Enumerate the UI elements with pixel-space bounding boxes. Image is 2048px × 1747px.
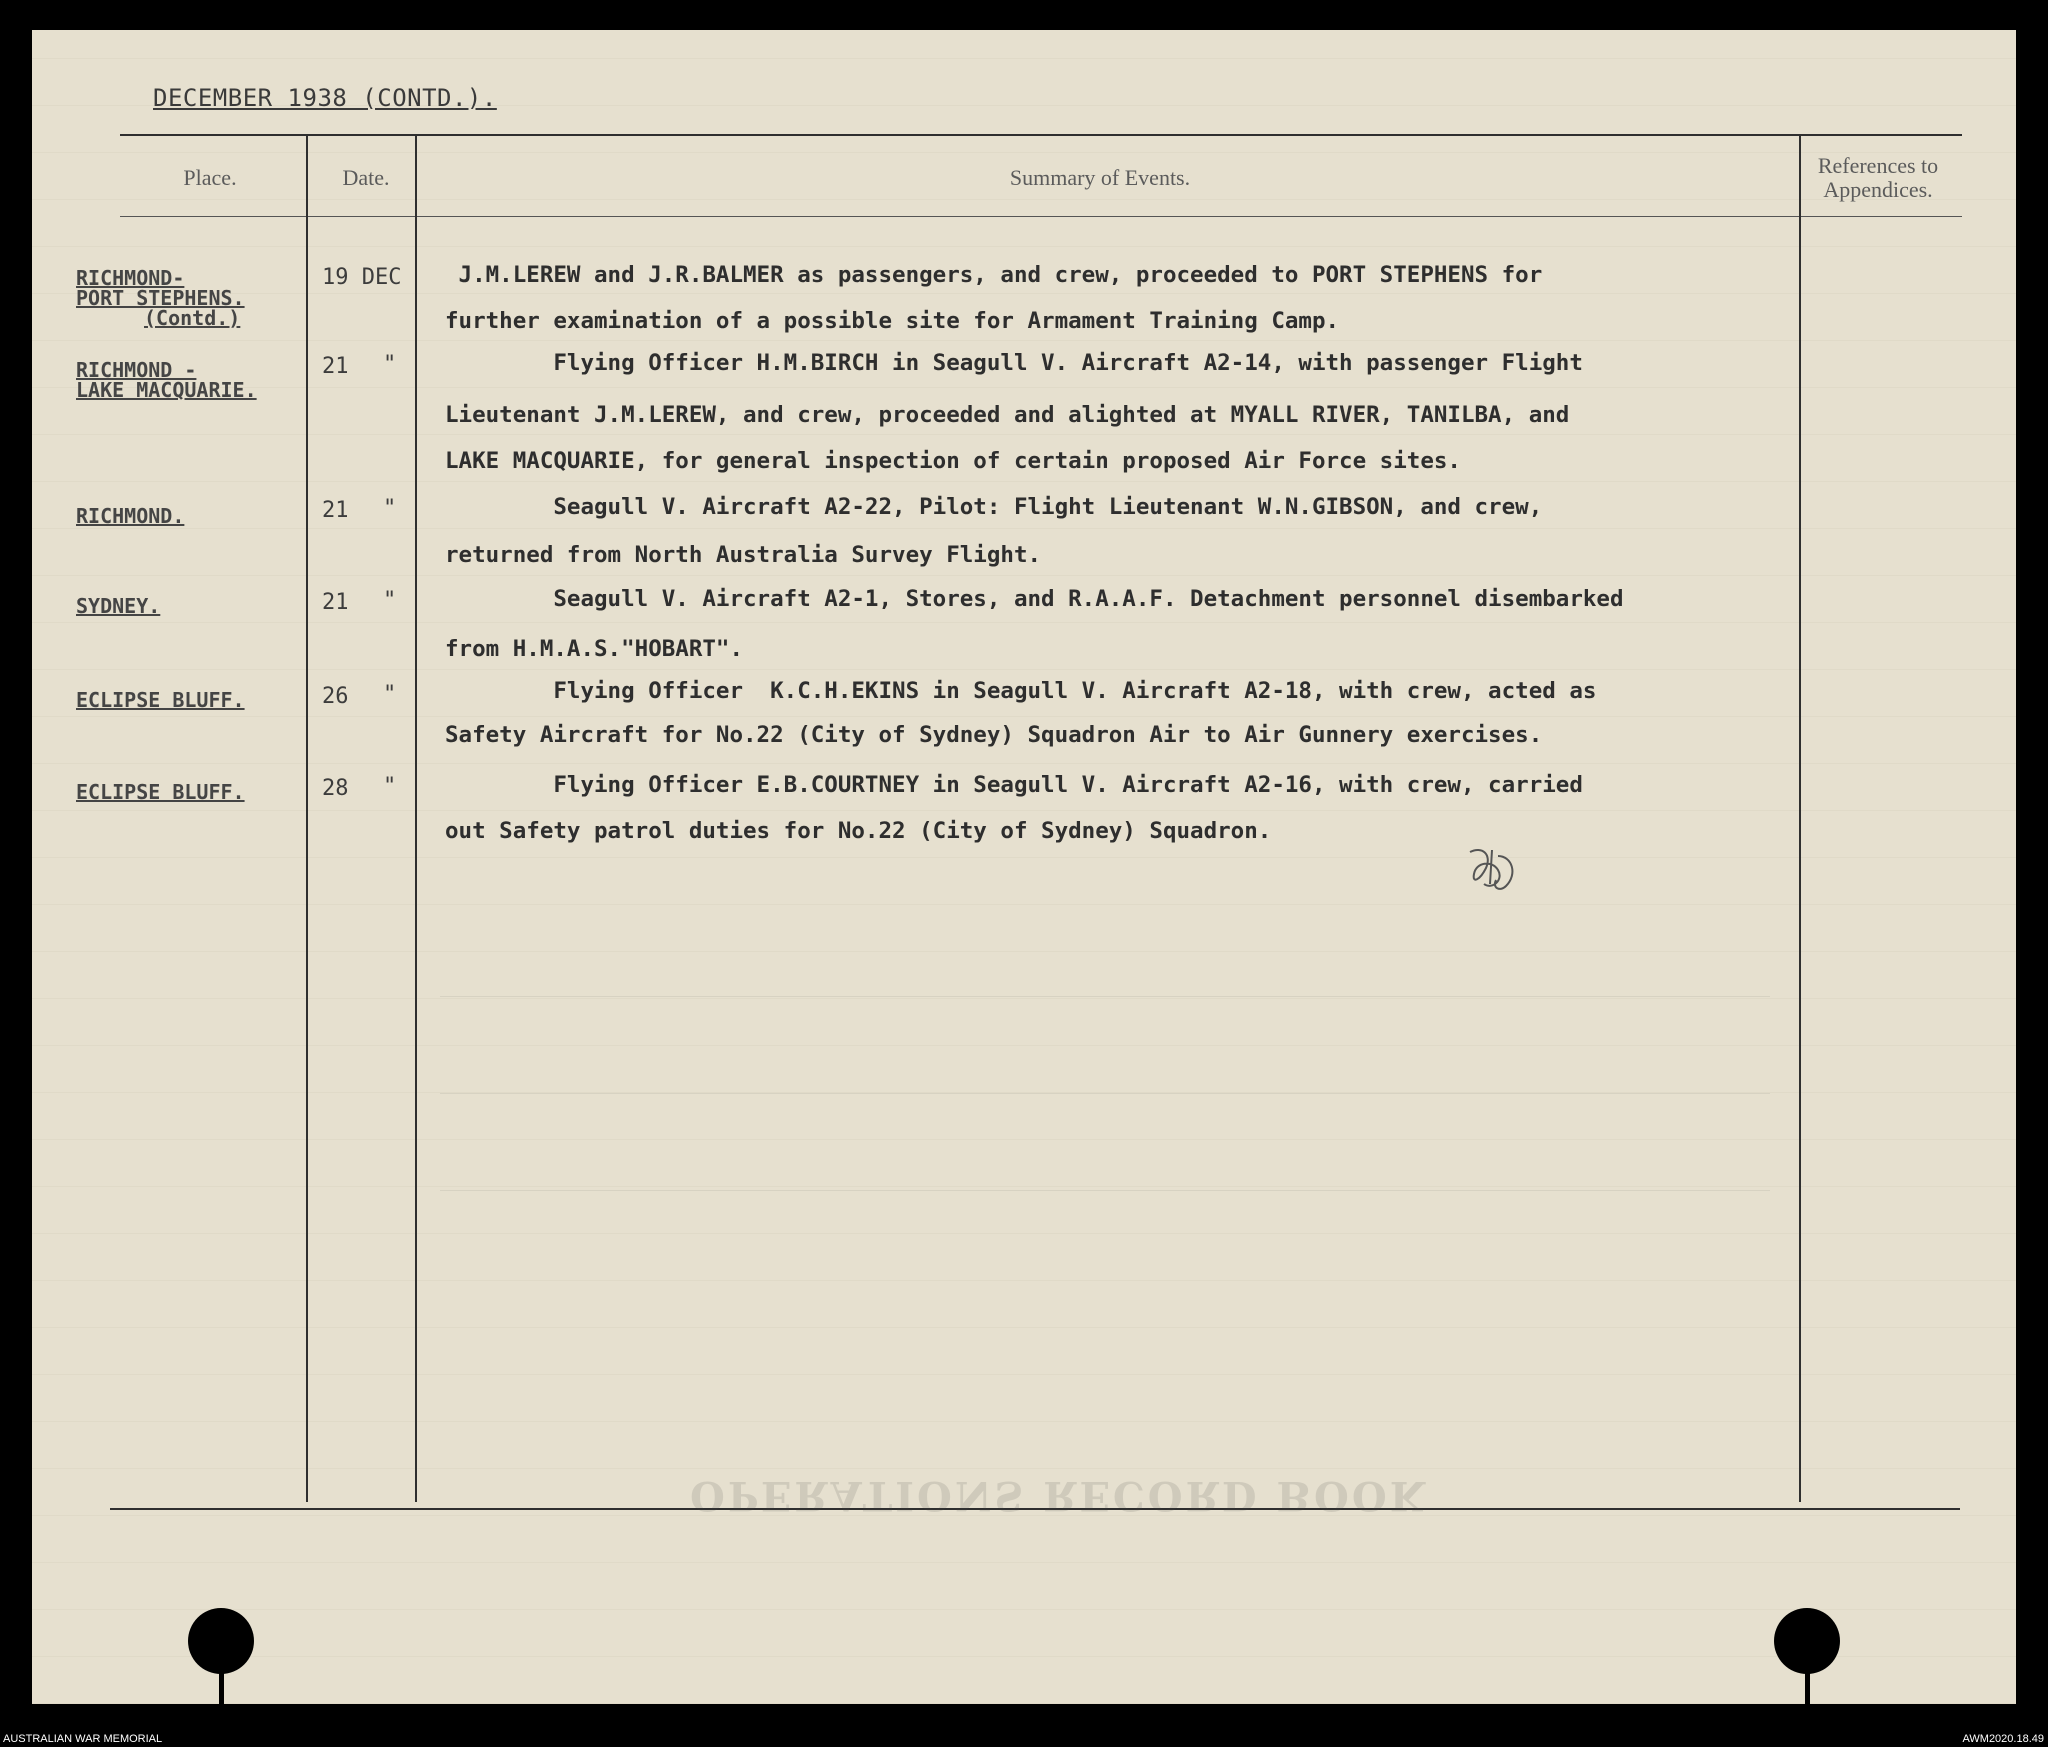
place-entry: ECLIPSE BLUFF. (76, 688, 245, 712)
date-entry: 21 (322, 354, 349, 379)
summary-line: Flying Officer H.M.BIRCH in Seagull V. Aircraft A2-14, with passenger Flight (445, 350, 1583, 376)
summary-line: Seagull V. Aircraft A2-22, Pilot: Flight Lieutenant W.N.GIBSON, and crew, (445, 494, 1543, 520)
place-entry: RICHMOND - LAKE MACQUARIE. (76, 358, 257, 402)
column-divider-2 (415, 136, 417, 1502)
summary-line: Seagull V. Aircraft A2-1, Stores, and R.A.A.F. Detachment personnel disembarked (445, 586, 1624, 612)
show-through-title: OPERATIONS RECORD BOOK (690, 1472, 1428, 1519)
summary-line: J.M.LEREW and J.R.BALMER as passengers, and crew, proceeded to PORT STEPHENS for (445, 262, 1543, 288)
summary-line: out Safety patrol duties for No.22 (City of Sydney) Squadron. (445, 818, 1272, 844)
place-column-header: Place. (183, 165, 237, 190)
place-entry: SYDNEY. (76, 594, 161, 618)
summary-line: further examination of a possible site for Armament Training Camp. (445, 308, 1340, 334)
ditto-mark: " (383, 682, 397, 707)
punch-hole-left-slot (219, 1664, 224, 1704)
place-entry: ECLIPSE BLUFF. (76, 780, 245, 804)
show-through-text (440, 900, 1770, 1220)
place-entry: RICHMOND. (76, 504, 185, 528)
date-entry: 21 (322, 498, 349, 523)
summary-line: from H.M.A.S."HOBART". (445, 636, 744, 662)
date-entry: 26 (322, 684, 349, 709)
date-column-header: Date. (342, 165, 390, 190)
summary-line: Safety Aircraft for No.22 (City of Sydney) Squadron Air to Air Gunnery exercises. (445, 722, 1543, 748)
date-entry: 28 (322, 776, 349, 801)
date-entry: 19 DEC (322, 265, 402, 290)
header-bottom-rule (120, 216, 1962, 217)
punch-hole-right-slot (1805, 1664, 1810, 1704)
summary-line: Flying Officer K.C.H.EKINS in Seagull V. Aircraft A2-18, with crew, acted as (445, 678, 1597, 704)
summary-line: Lieutenant J.M.LEREW, and crew, proceeded and alighted at MYALL RIVER, TANILBA, and (445, 402, 1570, 428)
table-top-rule (120, 134, 1962, 136)
summary-line: LAKE MACQUARIE, for general inspection of certain proposed Air Force sites. (445, 448, 1461, 474)
summary-line: Flying Officer E.B.COURTNEY in Seagull V. Aircraft A2-16, with crew, carried (445, 772, 1583, 798)
ditto-mark: " (383, 774, 397, 799)
summary-line: returned from North Australia Survey Flight. (445, 542, 1042, 568)
footer-credit: AUSTRALIAN WAR MEMORIAL (3, 1733, 163, 1745)
column-divider-3 (1799, 136, 1801, 1502)
column-divider-1 (306, 136, 308, 1502)
summary-column-header: Summary of Events. (1009, 165, 1191, 190)
page-heading: DECEMBER 1938 (CONTD.). (153, 84, 497, 112)
ditto-mark: " (383, 588, 397, 613)
references-column-header: References to Appendices. (1817, 153, 1939, 202)
ditto-mark: " (383, 496, 397, 521)
date-entry: 21 (322, 590, 349, 615)
ditto-mark: " (383, 352, 397, 377)
handwritten-initials (1462, 844, 1522, 894)
footer-accession-number: AWM2020.18.49 (1962, 1733, 2044, 1745)
place-entry: RICHMOND- PORT STEPHENS. (Contd.) (76, 266, 245, 330)
